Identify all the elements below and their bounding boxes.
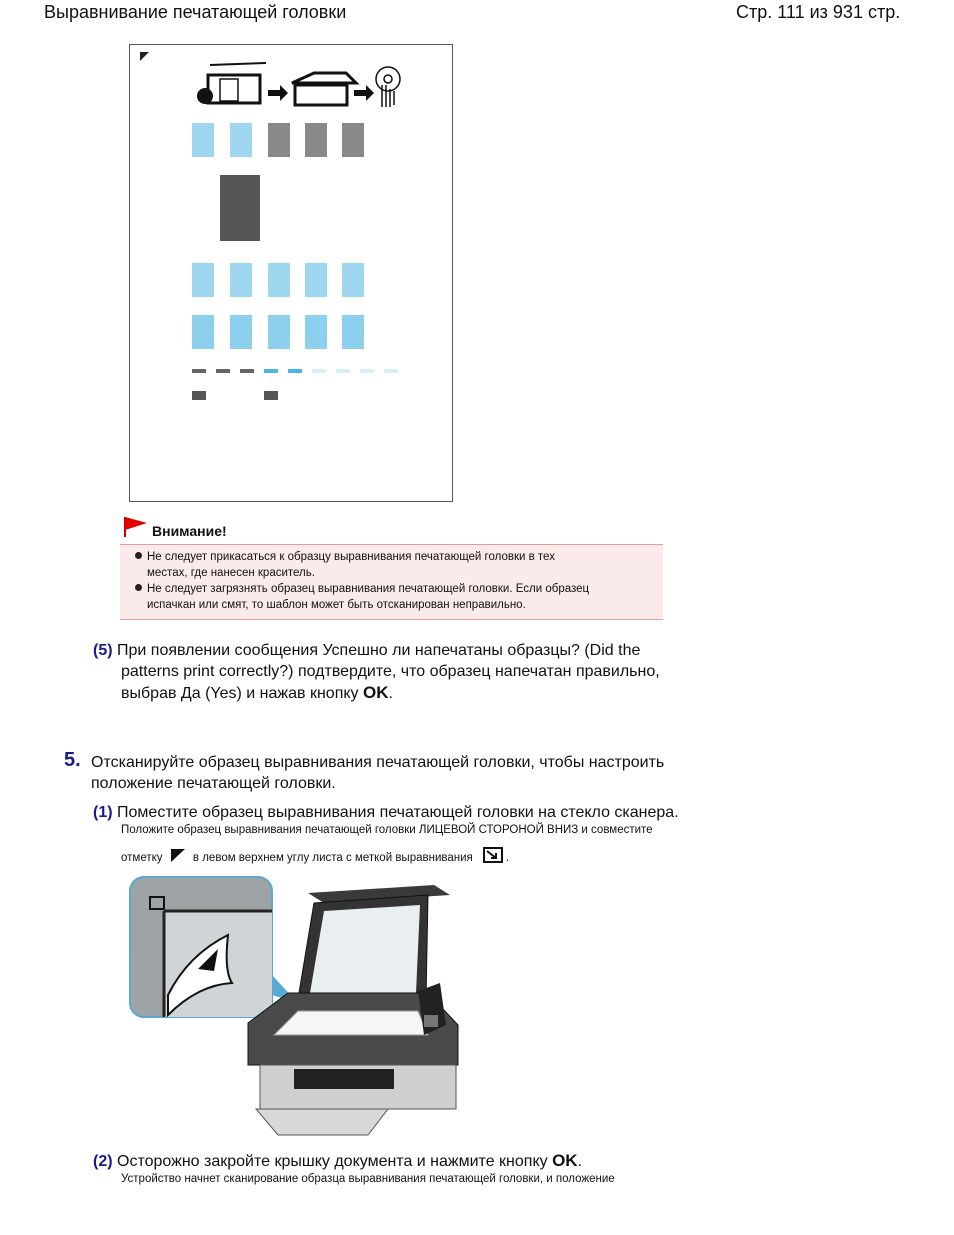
alignment-pattern-sheet	[129, 44, 453, 502]
arrow-icon	[354, 85, 374, 101]
ok-label: OK	[552, 1151, 578, 1170]
scanner-placement-illustration	[128, 875, 468, 1140]
caution-item-cont: местах, где нанесен краситель.	[147, 567, 315, 579]
substep-5-line3: выбрав Да (Yes) и нажав кнопку OK.	[121, 683, 393, 702]
bullet-icon	[135, 584, 142, 591]
step-5-number: 5.	[64, 749, 81, 771]
arrow-icon	[268, 85, 288, 101]
substep-2-note: Устройство начнет сканирование образца выравнивания печатающей головки, и положение	[121, 1173, 615, 1185]
page-counter: Стр. 111 из 931 стр.	[736, 2, 901, 22]
pattern-row-1	[192, 123, 364, 157]
caution-item: Не следует прикасаться к образцу выравнивания печатающей головки в тех	[135, 549, 663, 565]
pattern-square	[264, 391, 278, 400]
pattern-square	[192, 391, 206, 400]
pattern-row-2	[192, 263, 364, 297]
alignment-mark-icon	[482, 846, 506, 864]
substep-1-note1: Положите образец выравнивания печатающей головки ЛИЦЕВОЙ СТОРОНОЙ ВНИЗ и совместите	[121, 824, 653, 836]
scanner-closed-icon	[292, 73, 356, 105]
disc-icon	[197, 88, 213, 104]
substep-1-note2: отметку в левом верхнем углу листа с меткой выравнивания .	[121, 846, 509, 866]
substep-1: (1) Поместите образец выравнивания печатающей головки на стекло сканера.	[93, 804, 679, 821]
substep-2: (2) Осторожно закройте крышку документа и нажмите кнопку OK.	[93, 1151, 583, 1170]
step-5-line2: положение печатающей головки.	[91, 775, 336, 792]
caution-title: Внимание!	[152, 523, 227, 539]
scanner-icon	[208, 63, 266, 103]
substep-5-line1: (5) При появлении сообщения Успешно ли напечатаны образцы? (Did the	[93, 642, 641, 659]
touch-button-icon	[376, 67, 400, 107]
page-title: Выравнивание печатающей головки	[44, 2, 347, 22]
substep-5-line2: patterns print correctly?) подтвердите, что образец напечатан правильно,	[121, 663, 660, 680]
caution-box	[120, 544, 663, 620]
red-flag-icon	[123, 516, 149, 538]
caution-item: Не следует загрязнять образец выравнивания печатающей головки. Если образец	[135, 581, 663, 597]
ok-label: OK	[362, 683, 389, 702]
pattern-row-3	[192, 315, 364, 349]
pattern-black-block	[220, 175, 260, 241]
alignment-pattern-illustration	[130, 45, 452, 501]
bullet-icon	[135, 552, 142, 559]
corner-mark-icon	[170, 848, 186, 862]
pattern-dash-row	[192, 369, 398, 373]
corner-mark-icon	[140, 52, 149, 61]
step-5-line1: Отсканируйте образец выравнивания печатающей головки, чтобы настроить	[91, 754, 665, 771]
caution-item-cont: испачкан или смят, то шаблон может быть отсканирован неправильно.	[147, 599, 526, 611]
